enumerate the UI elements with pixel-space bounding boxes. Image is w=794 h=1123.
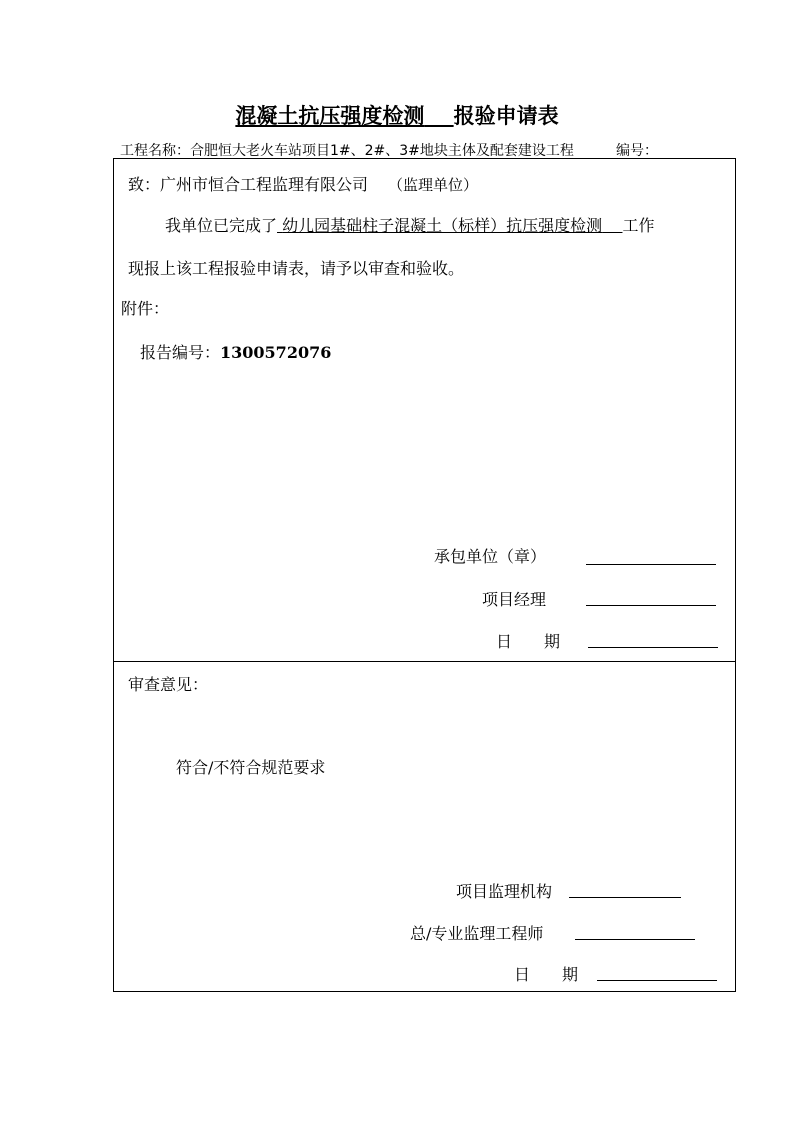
report-number-row xyxy=(140,340,331,363)
supervision-agency-label: 项目监理机构 xyxy=(456,882,553,901)
project-name-row xyxy=(120,140,574,160)
contractor-label: 承包单位（章） xyxy=(434,547,547,566)
addressee-label: 致： xyxy=(128,175,161,194)
attachment-label: 附件： xyxy=(121,299,170,318)
addressee-row xyxy=(128,172,478,195)
work-item-blank xyxy=(277,216,622,235)
report-number-label: 报告编号： xyxy=(140,343,221,362)
project-name-value: 合肥恒大老火车站项目1#、2#、3#地块主体及配套建设工程 xyxy=(190,143,574,159)
statement-line-2: 现报上该工程报验申请表，请予以审查和验收。 xyxy=(128,259,465,278)
application-date-line xyxy=(588,647,718,648)
supervising-engineer-label: 总/专业监理工程师 xyxy=(410,924,544,943)
application-date-label: 日 期 xyxy=(496,632,561,651)
form-frame xyxy=(113,158,736,992)
work-item: 幼儿园基础柱子混凝土（标样）抗压强度检测 xyxy=(282,216,603,235)
statement-prefix: 我单位已完成了 xyxy=(165,216,278,235)
section-divider xyxy=(113,661,736,662)
form-title-subject: 混凝土抗压强度检测 xyxy=(235,103,425,128)
report-number: 1300572076 xyxy=(220,343,332,362)
project-manager-label: 项目经理 xyxy=(482,590,547,609)
review-date-label: 日 期 xyxy=(514,965,579,984)
form-number-label: 编号： xyxy=(616,143,658,159)
project-name-label: 工程名称： xyxy=(120,143,190,159)
addressee-org: 广州市恒合工程监理有限公司 xyxy=(160,175,369,194)
engineer-signature-line xyxy=(575,939,695,940)
form-title xyxy=(0,100,794,130)
agency-signature-line xyxy=(569,897,681,898)
form-title-main: 报验申请表 xyxy=(453,103,559,128)
contractor-signature-line xyxy=(586,564,716,565)
review-opinion-text: 符合/不符合规范要求 xyxy=(176,758,326,777)
completion-statement xyxy=(165,213,654,236)
statement-suffix: 工作 xyxy=(622,216,655,235)
review-date-line xyxy=(597,980,717,981)
addressee-role: （监理单位） xyxy=(388,176,479,194)
manager-signature-line xyxy=(586,605,716,606)
title-blank xyxy=(424,103,453,128)
review-opinion-label: 审查意见： xyxy=(128,675,209,694)
